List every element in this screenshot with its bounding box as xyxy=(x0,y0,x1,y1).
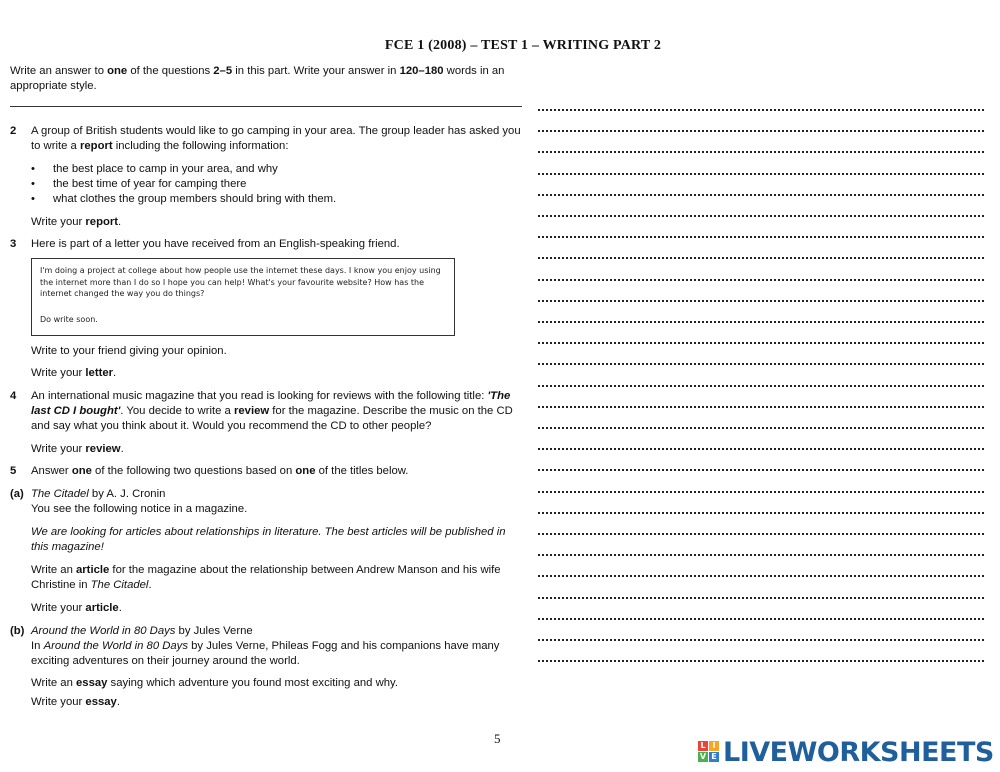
answer-line[interactable] xyxy=(538,215,984,217)
question-5a-notice: We are looking for articles about relationships in literature. The best articles will be published in this magazine! xyxy=(31,526,506,553)
question-5a-title: The Citadel by A. J. Cronin xyxy=(31,488,166,500)
question-5b-label: (b) xyxy=(10,625,25,637)
brand-name: LIVEWORKSHEETS xyxy=(723,736,994,768)
question-5a-task: Write an article for the magazine about the relationship between Andrew Manson and his wife Christine in The Citadel. xyxy=(31,564,501,591)
logo-letter-tile: I xyxy=(709,741,719,751)
question-5b-title: Around the World in 80 Days by Jules Verne xyxy=(31,625,253,637)
question-3-number: 3 xyxy=(10,238,17,250)
question-3-instruction: Write to your friend giving your opinion. xyxy=(31,345,227,357)
answer-line[interactable] xyxy=(538,512,984,514)
answer-line[interactable] xyxy=(538,363,984,365)
question-5-prompt: Answer one of the following two questions based on one of the titles below. xyxy=(31,465,409,477)
question-2-instruction: Write your report. xyxy=(31,216,122,228)
page-number: 5 xyxy=(494,731,501,746)
question-5b-instruction: Write your essay. xyxy=(31,696,120,708)
answer-line[interactable] xyxy=(538,448,984,450)
answer-line[interactable] xyxy=(538,279,984,281)
question-4-number: 4 xyxy=(10,390,17,402)
answer-line[interactable] xyxy=(538,533,984,535)
answer-line[interactable] xyxy=(538,257,984,259)
divider xyxy=(10,106,522,107)
liveworksheets-icon xyxy=(698,737,720,767)
question-4-instruction: Write your review. xyxy=(31,443,124,455)
answer-line[interactable] xyxy=(538,236,984,238)
answer-line[interactable] xyxy=(538,618,984,620)
liveworksheets-logo xyxy=(698,736,994,768)
logo-letter-tile: E xyxy=(709,752,719,762)
answer-line[interactable] xyxy=(538,173,984,175)
question-5-number: 5 xyxy=(10,465,17,477)
letter-text: I'm doing a project at college about how people use the internet these days. I know you enjoy using the internet more than I do so I hope you can help! What's your favourite website? How has the internet changed the way you do things? xyxy=(40,266,441,298)
answer-line[interactable] xyxy=(538,427,984,429)
letter-sign-off: Do write soon. xyxy=(40,314,98,324)
answer-line[interactable] xyxy=(538,300,984,302)
answer-line[interactable] xyxy=(538,321,984,323)
answer-line[interactable] xyxy=(538,342,984,344)
answer-line[interactable] xyxy=(538,554,984,556)
question-5b-task: Write an essay saying which adventure you found most exciting and why. xyxy=(31,677,398,689)
question-2-prompt: A group of British students would like to go camping in your area. The group leader has asked you to write a report including the following information: xyxy=(31,125,521,152)
question-4-prompt: An international music magazine that you read is looking for reviews with the following title: 'The last CD I bought'. You decide to write a review for the magazine. Describe the music on the CD and say what you think about it. Would you recommend the CD to other people? xyxy=(31,390,513,432)
question-5b-description: In Around the World in 80 Days by Jules Verne, Phileas Fogg and his companions have many exciting adventures on their journey around the world. xyxy=(31,640,500,667)
instructions: Write an answer to one of the questions 2–5 in this part. Write your answer in 120–180 words in an appropriate style. xyxy=(10,65,505,92)
answer-line[interactable] xyxy=(538,194,984,196)
question-2-number: 2 xyxy=(10,125,17,137)
answer-line[interactable] xyxy=(538,469,984,471)
question-5a-instruction: Write your article. xyxy=(31,602,122,614)
answer-line[interactable] xyxy=(538,109,984,111)
answer-line[interactable] xyxy=(538,385,984,387)
question-5a-intro: You see the following notice in a magazine. xyxy=(31,503,248,515)
answer-line[interactable] xyxy=(538,575,984,577)
answer-line[interactable] xyxy=(538,639,984,641)
answer-line[interactable] xyxy=(538,491,984,493)
worksheet-title: FCE 1 (2008) – TEST 1 – WRITING PART 2 xyxy=(384,38,662,53)
answer-line[interactable] xyxy=(538,660,984,662)
question-3-prompt: Here is part of a letter you have received from an English-speaking friend. xyxy=(31,238,400,250)
question-5a-label: (a) xyxy=(10,488,24,500)
logo-letter-tile: V xyxy=(699,752,707,761)
answer-line[interactable] xyxy=(538,597,984,599)
question-3-instruction: Write your letter. xyxy=(31,367,117,379)
answer-line[interactable] xyxy=(538,130,984,132)
friend-letter-box xyxy=(31,258,455,336)
answer-line[interactable] xyxy=(538,151,984,153)
logo-letter-tile: L xyxy=(698,741,708,751)
answer-line[interactable] xyxy=(538,406,984,408)
